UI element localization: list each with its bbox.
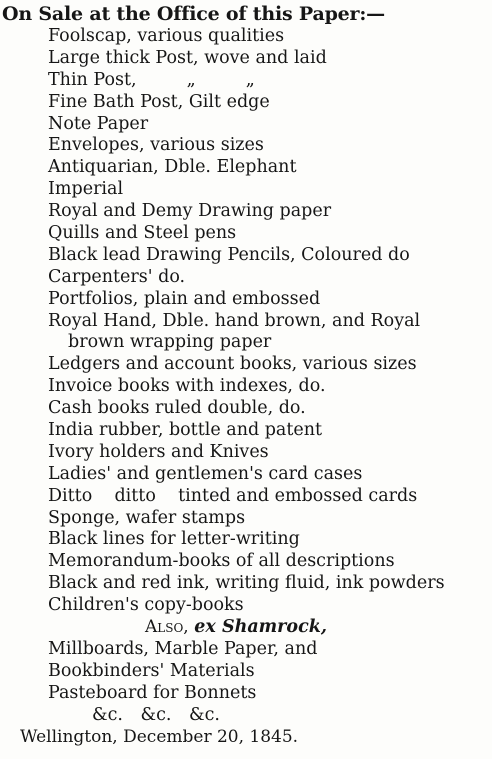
- item-list: [0, 26, 492, 748]
- etcetera-line: &c. &c. &c.: [92, 704, 220, 725]
- list-item: Black lead Drawing Pencils, Coloured do: [48, 244, 410, 265]
- list-item: Royal Hand, Dble. hand brown, and Royal: [48, 310, 421, 331]
- also-label: Also,: [145, 617, 189, 638]
- list-item: Children's copy-books: [48, 595, 244, 616]
- list-item: Black lines for letter-writing: [48, 529, 300, 550]
- heading: On Sale at the Office of this Paper:—: [2, 3, 385, 25]
- list-item: Imperial: [48, 179, 124, 200]
- list-item: India rubber, bottle and patent: [48, 420, 323, 441]
- list-item: Cash books ruled double, do.: [48, 398, 306, 419]
- also-source: ex Shamrock,: [194, 617, 327, 638]
- list-item: Ledgers and account books, various sizes: [48, 354, 417, 375]
- list-item: Portfolios, plain and embossed: [48, 288, 321, 309]
- also-line: [0, 617, 492, 639]
- list-item-continuation: brown wrapping paper: [68, 332, 272, 353]
- dateline: Wellington, December 20, 1845.: [20, 726, 299, 747]
- list-item: Bookbinders' Materials: [48, 660, 255, 681]
- list-item: Pasteboard for Bonnets: [48, 682, 257, 703]
- list-item: Fine Bath Post, Gilt edge: [48, 91, 270, 112]
- list-item: Ladies' and gentlemen's card cases: [48, 463, 363, 484]
- list-item: Black and red ink, writing fluid, ink powders: [48, 573, 445, 594]
- list-item: Carpenters' do.: [48, 266, 186, 287]
- list-item: Envelopes, various sizes: [48, 135, 264, 156]
- list-item: Foolscap, various qualities: [48, 26, 285, 46]
- list-item: Millboards, Marble Paper, and: [48, 638, 318, 659]
- list-item: Sponge, wafer stamps: [48, 507, 246, 528]
- list-item: Royal and Demy Drawing paper: [48, 201, 332, 222]
- list-item: Note Paper: [48, 113, 149, 134]
- list-item: Ditto ditto tinted and embossed cards: [48, 485, 418, 506]
- list-item: Quills and Steel pens: [48, 223, 237, 244]
- list-item: Antiquarian, Dble. Elephant: [48, 157, 297, 178]
- list-item: Ivory holders and Knives: [48, 441, 269, 462]
- list-item: Memorandum-books of all descriptions: [48, 551, 395, 572]
- list-item: Invoice books with indexes, do.: [48, 376, 326, 397]
- list-item: Large thick Post, wove and laid: [48, 47, 327, 68]
- list-item: Thin Post, „ „: [48, 69, 255, 90]
